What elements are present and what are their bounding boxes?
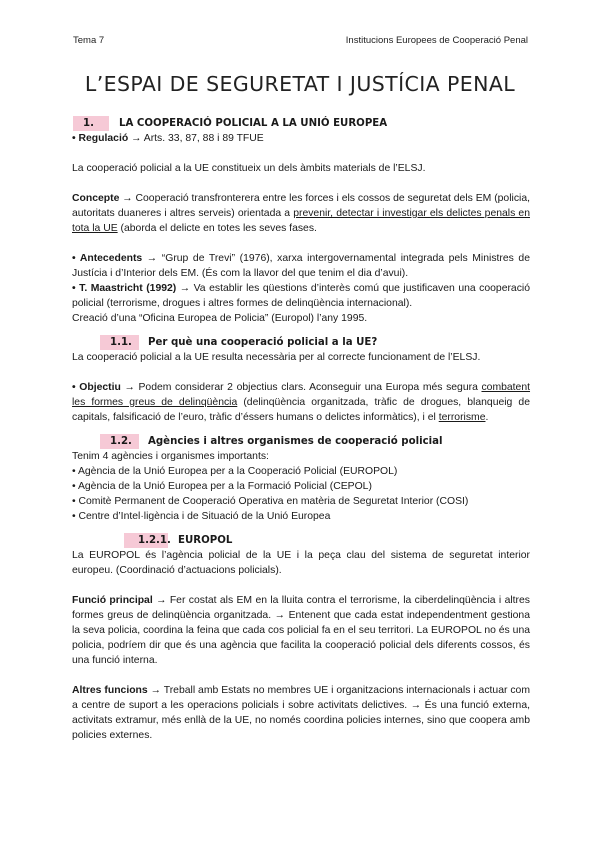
altres-paragraph	[72, 683, 530, 743]
heading-section-1	[72, 116, 530, 131]
altres-label: Altres funcions	[72, 685, 148, 696]
funcio-text: → Fer costat als EM en la lluita contra el terrorisme, la ciberdelinqüència i altres formes greus de delinqüència organitzada. → Entenent que cada estat independentment gestiona la seva policia, coordina la feina que cada cos policial fa en el seu territori. La EUROPOL no és una policia, podríem dir que és una agència que facilita la cooperació policial dels diferents cossos, és una funció interna.	[72, 595, 530, 666]
regulacio-text: → Arts. 33, 87, 88 i 89 TFUE	[128, 133, 264, 144]
altres-text: → Treball amb Estats no membres UE i organitzacions internacionals i actuar com a centre de suport a les operacions policials i sobre activitats delictives. → És una funció externa, activitats extramur, més enllà de la UE, no només coordina policies internes, sino que coopera amb policies externes.	[72, 685, 530, 741]
maastricht-label: • T. Maastricht (1992)	[72, 283, 177, 294]
europol-intro: La EUROPOL és l’agència policial de la UE i la peça clau del sistema de seguretat interior europeu. (Coordinació d’actuacions policials).	[72, 550, 530, 576]
list-item: • Comitè Permanent de Cooperació Operativa en matèria de Seguretat Interior (COSI)	[72, 496, 469, 507]
heading-text: EUROPOL	[178, 535, 233, 546]
concepte-label: Concepte	[72, 193, 120, 204]
section11-intro: La cooperació policial a la UE resulta necessària per al correcte funcionament de l’ELSJ.	[72, 352, 481, 363]
page-title: L’ESPAI DE SEGURETAT I JUSTÍCIA PENAL	[84, 72, 516, 96]
objectiu-label: • Objectiu	[72, 382, 121, 393]
concepte-underlined: prevenir, detectar i investigar els delictes penals en tota la UE	[72, 208, 530, 234]
funcio-paragraph	[72, 593, 530, 668]
heading-section-1-1	[72, 335, 530, 350]
maastricht-text: → Va establir les qüestions d’interès comú que justificaven una cooperació policial (terrorisme, drogues i altres formes de delinqüència internacional).	[72, 283, 530, 309]
list-item: • Agència de la Unió Europea per a la Formació Policial (CEPOL)	[72, 481, 372, 492]
objectiu-text: → Podem considerar 2 objectius clars. Aconseguir una Europa més segura	[120, 382, 482, 393]
section12-intro: Tenim 4 agències i organismes importants:	[72, 451, 269, 462]
heading-number: 1.2.1.	[124, 533, 168, 548]
document-body	[72, 116, 530, 743]
header-topic: Tema 7	[73, 35, 105, 46]
antecedents-label: • Antecedents	[72, 253, 143, 264]
concepte-text: → Cooperació transfronterera entre les forces i els cossos de seguretat dels EM (policia, autoritats duaneres i altres serveis) orientada a	[72, 193, 530, 219]
maastricht-paragraph	[72, 281, 530, 311]
regulacio-label: • Regulació	[72, 133, 129, 144]
heading-text: Agències i altres organismes de cooperació policial	[148, 436, 443, 447]
objectiu-underlined: combatent les formes greus de delinqüència	[72, 382, 531, 408]
concepte-text-end: (aborda el delicte en totes les seves fases.	[117, 223, 317, 234]
list-item: • Centre d’Intel·ligència i de Situació de la Unió Europea	[72, 511, 331, 522]
heading-number: 1.1.	[100, 335, 139, 350]
regulacio-line	[72, 131, 530, 146]
heading-text: LA COOPERACIÓ POLICIAL A LA UNIÓ EUROPEA	[119, 118, 388, 129]
heading-number: 1.	[73, 116, 109, 131]
objectiu-underlined-2: terrorisme	[438, 412, 486, 423]
header-course: Institucions Europees de Cooperació Penal	[345, 35, 528, 46]
objectiu-end: .	[485, 412, 489, 423]
heading-section-1-2	[72, 434, 530, 449]
list-item: • Agència de la Unió Europea per a la Cooperació Policial (EUROPOL)	[72, 466, 398, 477]
heading-number: 1.2.	[100, 434, 139, 449]
heading-text: Per què una cooperació policial a la UE?	[148, 337, 378, 348]
intro-paragraph: La cooperació policial a la UE constitueix un dels àmbits materials de l’ELSJ.	[72, 163, 426, 174]
heading-section-1-2-1	[72, 533, 530, 548]
antecedents-text: → “Grup de Trevi” (1976), xarxa intergovernamental integrada pels Ministres de Justícia i d’Interior dels EM. (És com la llavor del que tenim el dia d’avui).	[72, 253, 530, 279]
europol-creation: Creació d’una “Oficina Europea de Policia” (Europol) l’any 1995.	[72, 313, 368, 324]
concepte-paragraph	[72, 191, 530, 236]
funcio-label: Funció principal	[72, 595, 153, 606]
objectiu-text-mid: (delinqüència organitzada, tràfic de drogues, blanqueig de capitals, falsificació de l’euro, tràfic d’éssers humans o delictes informàtics), i el	[72, 397, 530, 423]
antecedents-paragraph	[72, 251, 530, 281]
objectiu-paragraph	[72, 380, 530, 425]
